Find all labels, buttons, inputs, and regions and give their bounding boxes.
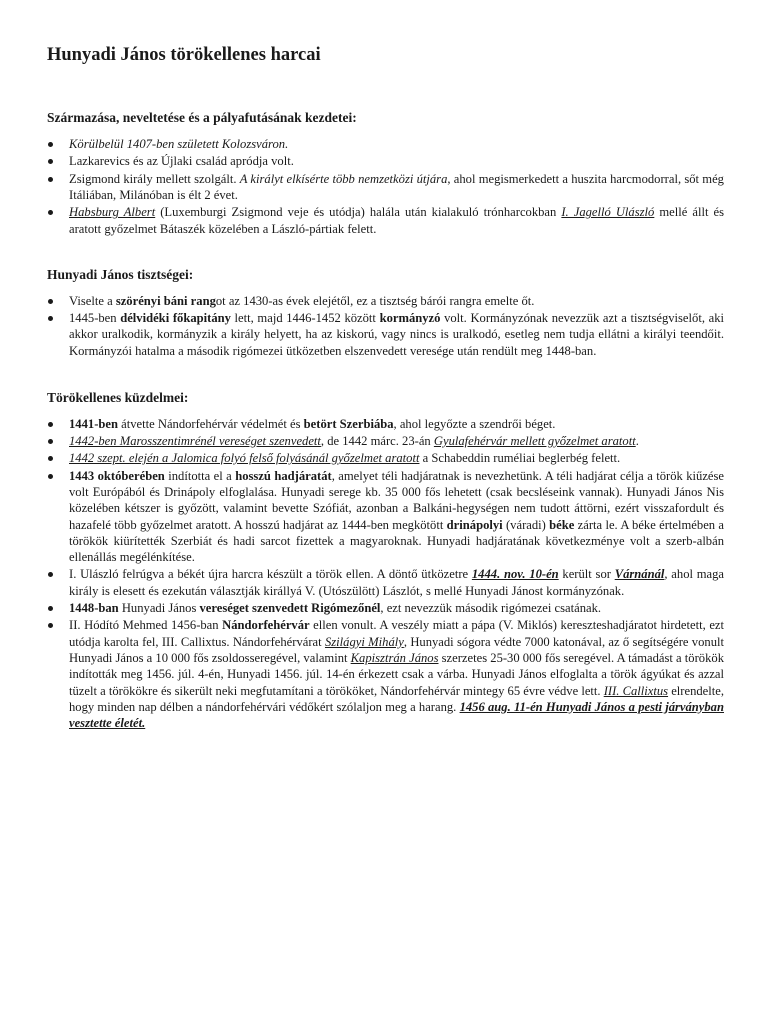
list-item [47, 566, 724, 599]
bold-text: drinápolyi [446, 517, 503, 532]
text: (Luxemburgi Zsigmond veje és utódja) halála után kialakuló trónharcokban [155, 205, 562, 220]
bold-text: kormányzó [379, 311, 441, 326]
text: elrendelte, hogy minden nap délben a nándorfehérvári védőkért szólaljon meg a harang. [69, 683, 725, 714]
text: ot az 1430-as évek elejétől, ez a tisztség bárói rangra emelte őt. [215, 293, 535, 308]
section-heading-battles: Törökellenes küzdelmei: [47, 389, 189, 405]
text: ellen vonult. A veszély miatt a pápa (V. Miklós) kereszteshadjáratot hirdetett, ezt utódja karolta fel, III. Callixtus. Nándorfehérvárat [69, 618, 724, 649]
document-title: Hunyadi János törökellenes harcai [47, 45, 321, 65]
text: Hunyadi János [118, 601, 200, 616]
text: (váradi) [502, 517, 550, 532]
list-item [47, 204, 724, 237]
bold-text: betört Szerbiába [303, 416, 394, 431]
text: Lazkarevics és az Újlaki család apródja volt. [69, 154, 294, 169]
list-item [47, 171, 724, 204]
link-marosszentimre[interactable]: 1442-ben Marosszentimrénél vereséget szenvedett [69, 434, 321, 449]
list-item [47, 310, 724, 359]
section-offices [47, 267, 724, 359]
bold-text: vereséget szenvedett Rigómezőnél [199, 601, 381, 616]
link-jalomica[interactable]: 1442 szept. elején a Jalomica folyó felső folyásánál győzelmet aratott [69, 451, 420, 466]
list-item [47, 416, 724, 432]
text: átvette Nándorfehérvár védelmét és [117, 416, 304, 431]
link-jagello-ulaszlo[interactable]: I. Jagelló Ulászló [561, 205, 655, 220]
link-kapisztran-janos[interactable]: Kapisztrán János [350, 650, 439, 665]
section-origins [47, 110, 724, 237]
list-item [47, 136, 724, 152]
link-death-date[interactable]: 1456 aug. 11-én Hunyadi János a pesti járványban vesztette életét. [69, 699, 724, 731]
list-item [47, 617, 724, 731]
text: II. Hódító Mehmed 1456-ban [69, 618, 223, 633]
text: , ahol legyőzte a szendrői béget. [393, 416, 556, 431]
bold-text: délvidéki főkapitány [120, 311, 231, 326]
origins-list [47, 136, 724, 237]
bold-text: hosszú hadjáratát [235, 468, 332, 483]
text: I. Ulászló felrúgva a békét újra harcra készült a török ellen. A döntő ütközetre [69, 567, 472, 582]
section-heading-offices: Hunyadi János tisztségei: [47, 266, 194, 282]
italic-text: Körülbelül 1407-ben született Kolozsváron. [69, 137, 289, 152]
battles-list [47, 416, 724, 732]
list-item [47, 450, 724, 466]
text: , ahol maga király is elesett és ezekután választják királlyá V. (Utószülött) Lászlót, s mellé Hunyadi Jánost kormányzónak. [69, 567, 725, 598]
text: a Schabeddin ruméliai beglerbég felett. [419, 451, 621, 466]
text: volt. Kormányzónak nevezzük azt a tisztségviselőt, aki akkor uralkodik, kormányzik a király helyett, ha az kiskorú, vagy nincs is uralkodó, esetleg nem tudja ellátni a királyi teendőit. Kormányzói hatalma a második rigómezei ütközetben elszenvedett veresége után rendült meg 1448-ban. [69, 311, 724, 358]
text: zárta le. A béke értelmében a törökök kiürítették Szerbiát és hadi sarcot fizettek a magyaroknak. Hunyadi hadjáratának következménye volt a szerb-albán ellenállás megélénkítése. [69, 517, 724, 565]
list-item [47, 600, 724, 616]
text: lett, majd 1446-1452 között [230, 311, 380, 326]
section-heading-origins: Származása, neveltetése és a pályafutásának kezdetei: [47, 110, 357, 126]
bold-text: 1441-ben [69, 416, 118, 431]
bold-text: 1448-ban [69, 601, 119, 616]
link-date-1444[interactable]: 1444. nov. 10-én [471, 567, 559, 582]
italic-text: A királyt elkísérte több nemzetközi útjára [239, 171, 448, 186]
offices-list [47, 293, 724, 359]
link-habsburg-albert[interactable]: Habsburg Albert [69, 205, 156, 220]
text: Viselte a [69, 293, 116, 308]
list-item [47, 293, 724, 309]
link-szilagyi-mihaly[interactable]: Szilágyi Mihály [324, 634, 404, 649]
list-item [47, 433, 724, 449]
list-item [47, 153, 724, 169]
text: szerzetes 25-30 000 fős seregével. A támadást a törökök indították meg 1456. júl. 4-én, Hunyadi 1456. júl. 14-én érkezett csak a várba. Hunyadi János elfoglalta a török ágyúkat és azzal tüzelt a törökökre és sikerült neki megfutamítani a törököket, Nándorfehérvár mintegy 65 évre védve lett. [69, 650, 724, 698]
link-callixtus[interactable]: III. Callixtus [603, 683, 669, 698]
bold-text: béke [549, 517, 575, 532]
bold-text: Nándorfehérvár [222, 618, 310, 633]
text: mellé állt és aratott győzelmet Bátaszék közelében a László-pártiak felett. [69, 205, 725, 236]
text: , amelyet téli hadjáratnak is nevezhetünk. A téli hadjárat célja a török kiűzése volt Európából és Drinápoly elfoglalása. Hunyadi serege kb. 35 000 fős lehetett (csak becsléseink vannak). Hunyadi János Nis közelében kétszer is győzött, valamint bevette Szófiát, azonban a Balkáni-hegységen nem tudott áttörni, ezért visszafordult és hazafelé több győzelmet aratott. A hosszú hadjárat az 1444-ben megkötött [69, 468, 725, 532]
text: Zsigmond király mellett szolgált. [69, 171, 240, 186]
text: , de 1442 márc. 23-án [320, 434, 434, 449]
text: . [635, 434, 639, 449]
bold-text: szörényi báni rang [115, 293, 216, 308]
link-gyulafehervar[interactable]: Gyulafehérvár mellett győzelmet aratott [433, 434, 636, 449]
section-battles [47, 390, 724, 732]
text: , ahol megismerkedett a huszita harcmodorral, sőt még Itáliában, Milánóban is élt 2 évet. [69, 171, 724, 202]
text: , ezt nevezzük második rigómezei csatának. [380, 601, 602, 616]
text: indította el a [164, 468, 236, 483]
text: került sor [558, 567, 615, 582]
list-item [47, 468, 724, 566]
text: 1445-ben [69, 311, 121, 326]
text: , Hunyadi sógora védte 7000 katonával, az ő segítségére vonult Hunyadi János a 10 000 fős zsoldosseregével, valamint [69, 634, 724, 665]
bold-text: 1443 októberében [69, 468, 165, 483]
link-varna[interactable]: Várnánál [614, 567, 665, 582]
